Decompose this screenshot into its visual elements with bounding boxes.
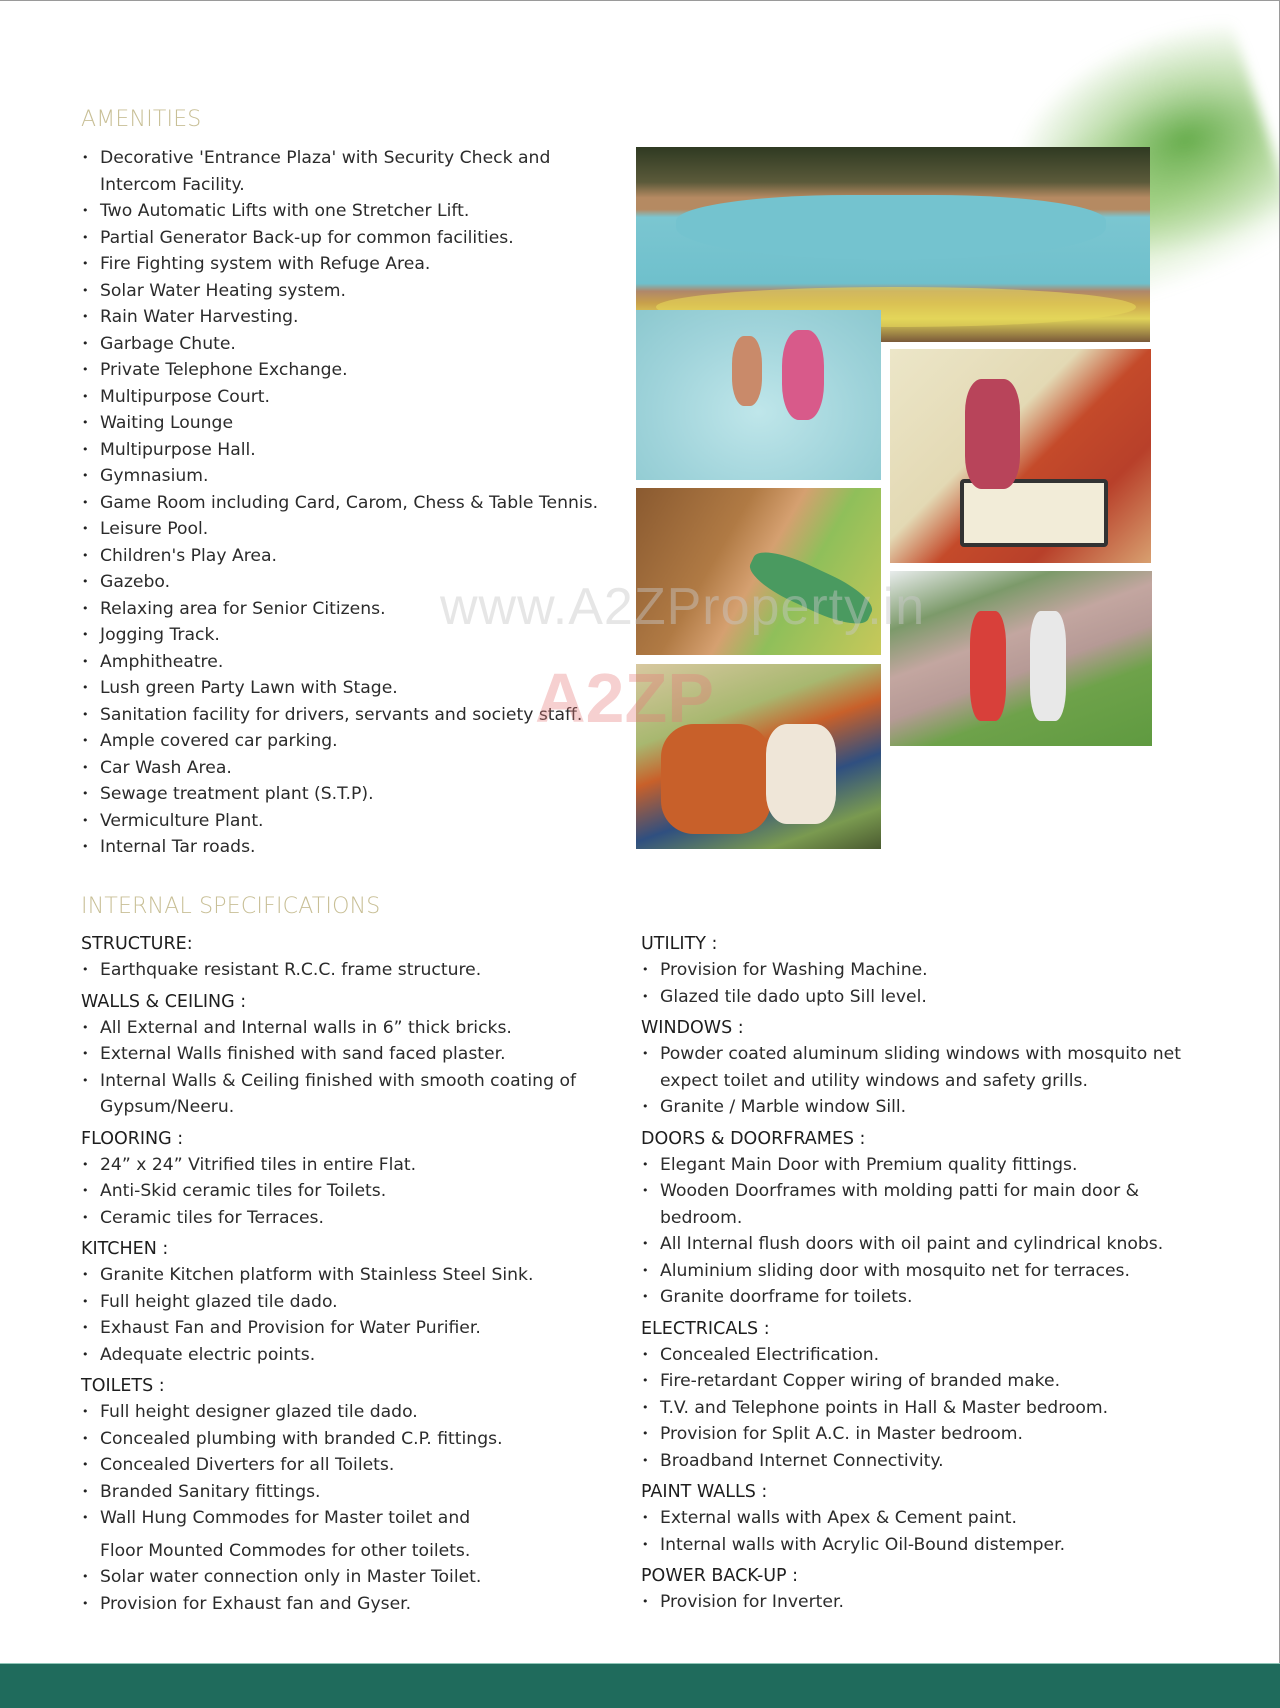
bullet-icon: •	[642, 1347, 649, 1361]
watermark-url: www.A2ZProperty.in	[440, 578, 926, 636]
spec-text: Wooden Doorframes with molding patti for main door &	[660, 1181, 1140, 1201]
bullet-icon: •	[82, 734, 89, 747]
amenity-text: Amphitheatre.	[100, 651, 224, 672]
bullet-icon: •	[82, 1020, 89, 1034]
bullet-icon: •	[642, 1047, 649, 1060]
spec-text: Concealed Electrification.	[660, 1344, 880, 1365]
spec-text: Provision for Washing Machine.	[660, 960, 928, 980]
bullet-icon: •	[82, 813, 89, 827]
amenity-item	[81, 516, 621, 543]
spec-item	[641, 1395, 1201, 1422]
spec-item	[641, 1421, 1201, 1448]
bullet-icon: •	[642, 1263, 649, 1277]
amenity-text: Ample covered car parking.	[100, 731, 338, 751]
amenity-item	[81, 649, 621, 676]
amenity-item	[81, 145, 621, 172]
spec-text: Adequate electric points.	[100, 1344, 316, 1365]
spec-item	[641, 1178, 1201, 1205]
amenity-text: Vermiculture Plant.	[100, 810, 264, 831]
spec-group	[81, 989, 641, 1121]
spec-item	[81, 1205, 641, 1232]
bullet-icon: •	[82, 1431, 89, 1445]
spec-text: Solar water connection only in Master Toilet.	[100, 1567, 482, 1587]
spec-group	[641, 931, 1201, 1010]
specifications-title: INTERNAL SPECIFICATIONS	[81, 894, 381, 919]
spec-item	[81, 1152, 641, 1179]
bullet-icon: •	[642, 989, 649, 1003]
bullet-icon: •	[82, 654, 89, 668]
amenity-item	[81, 225, 621, 252]
spec-item	[81, 1068, 641, 1095]
bullet-icon: •	[642, 1427, 649, 1440]
spec-text: Floor Mounted Commodes for other toilets.	[100, 1540, 471, 1561]
spec-text: Granite Kitchen platform with Stainless Steel Sink.	[100, 1265, 534, 1285]
photo-kids-in-pool	[636, 310, 881, 480]
bullet-icon: •	[82, 1511, 89, 1524]
bullet-icon: •	[82, 469, 89, 482]
spec-text: Concealed plumbing with branded C.P. fittings.	[100, 1428, 503, 1449]
bullet-icon: •	[82, 840, 89, 853]
spec-text: bedroom.	[660, 1207, 743, 1228]
amenity-text: Fire Fighting system with Refuge Area.	[100, 254, 431, 274]
spec-item	[641, 984, 1201, 1011]
spec-item	[641, 1505, 1201, 1532]
spec-item	[641, 1532, 1201, 1559]
spec-item	[81, 1505, 641, 1532]
bullet-icon: •	[82, 1405, 89, 1418]
bullet-icon: •	[82, 336, 89, 350]
bullet-icon: •	[642, 1157, 649, 1171]
spec-list	[641, 1342, 1201, 1475]
amenity-item	[81, 755, 621, 782]
bullet-icon: •	[82, 1294, 89, 1308]
amenity-item	[81, 675, 621, 702]
bullet-icon: •	[82, 389, 89, 403]
bullet-icon: •	[82, 1321, 89, 1334]
spec-item	[81, 1399, 641, 1426]
spec-heading: ELECTRICALS :	[641, 1318, 770, 1339]
spec-item	[81, 1015, 641, 1042]
bullet-icon: •	[82, 257, 89, 270]
spec-text: Fire-retardant Copper wiring of branded make.	[660, 1371, 1061, 1391]
amenity-text: Children's Play Area.	[100, 545, 277, 566]
bullet-icon: •	[82, 575, 89, 588]
bullet-icon: •	[642, 963, 649, 976]
bullet-icon: •	[82, 760, 89, 774]
spec-heading: POWER BACK-UP :	[641, 1566, 799, 1586]
amenity-text: Waiting Lounge	[100, 413, 234, 433]
amenity-text: Leisure Pool.	[100, 519, 209, 539]
spec-text: Concealed Diverters for all Toilets.	[100, 1455, 395, 1475]
spec-item	[81, 1591, 641, 1618]
amenity-item	[81, 808, 621, 835]
bullet-icon: •	[82, 310, 89, 323]
specifications-right-column	[641, 931, 1201, 1621]
spec-heading: PAINT WALLS :	[641, 1482, 768, 1502]
amenity-item	[81, 251, 621, 278]
spec-heading: DOORS & DOORFRAMES :	[641, 1128, 866, 1149]
spec-item	[641, 1342, 1201, 1369]
spec-list	[81, 1152, 641, 1232]
spec-text: Provision for Exhaust fan and Gyser.	[100, 1593, 412, 1614]
spec-heading: KITCHEN :	[81, 1239, 169, 1259]
bullet-icon: •	[82, 442, 89, 456]
bullet-icon: •	[642, 1184, 649, 1197]
spec-group	[641, 1563, 1201, 1616]
amenity-text: Multipurpose Court.	[100, 386, 270, 407]
spec-text: Gypsum/Neeru.	[100, 1097, 235, 1117]
spec-text: Powder coated aluminum sliding windows with mosquito net	[660, 1044, 1181, 1064]
spec-item	[641, 1094, 1201, 1121]
spec-text: Full height designer glazed tile dado.	[100, 1402, 418, 1422]
bullet-icon: •	[82, 151, 89, 164]
spec-item	[641, 1152, 1201, 1179]
spec-list	[81, 1262, 641, 1368]
spec-item	[81, 957, 641, 984]
spec-list	[81, 1015, 641, 1121]
bullet-icon: •	[82, 628, 89, 641]
spec-group	[641, 1126, 1201, 1311]
spec-group	[641, 1015, 1201, 1121]
spec-item	[81, 1094, 641, 1121]
spec-group	[81, 1373, 641, 1617]
spec-list	[81, 1399, 641, 1617]
bullet-icon: •	[642, 1453, 649, 1467]
amenity-item	[81, 410, 621, 437]
spec-heading: WINDOWS :	[641, 1018, 744, 1038]
spec-item	[641, 1258, 1201, 1285]
spec-text: Broadband Internet Connectivity.	[660, 1450, 944, 1471]
spec-heading: TOILETS :	[81, 1376, 165, 1396]
amenity-item	[81, 437, 621, 464]
bullet-icon: •	[82, 522, 89, 535]
amenity-item	[81, 622, 621, 649]
amenity-item	[81, 702, 621, 729]
amenity-text: Car Wash Area.	[100, 757, 232, 778]
photo-senior-citizens	[636, 664, 881, 849]
bullet-icon: •	[82, 1210, 89, 1224]
amenity-text: Lush green Party Lawn with Stage.	[100, 678, 398, 698]
spec-item	[641, 1448, 1201, 1475]
bullet-icon: •	[82, 204, 89, 217]
amenity-text: Multipurpose Hall.	[100, 439, 256, 460]
spec-item	[81, 1178, 641, 1205]
bullet-icon: •	[642, 1237, 649, 1250]
bullet-icon: •	[82, 601, 89, 615]
bullet-icon: •	[82, 1184, 89, 1197]
bullet-icon: •	[82, 363, 89, 376]
bullet-icon: •	[82, 963, 89, 976]
spec-group	[641, 1316, 1201, 1475]
spec-text: Internal walls with Acrylic Oil-Bound distemper.	[660, 1534, 1066, 1555]
bullet-icon: •	[642, 1100, 649, 1113]
amenity-text: Jogging Track.	[100, 625, 220, 645]
spec-text: Full height glazed tile dado.	[100, 1291, 338, 1312]
amenity-text: Two Automatic Lifts with one Stretcher Lift.	[100, 201, 470, 221]
amenity-text: Intercom Facility.	[100, 174, 245, 195]
bullet-icon: •	[82, 283, 89, 297]
spec-item	[641, 1368, 1201, 1395]
spec-item	[641, 1205, 1201, 1232]
spec-item	[81, 1342, 641, 1369]
amenities-title: AMENITIES	[81, 107, 202, 132]
amenity-item	[81, 834, 621, 861]
bullet-icon: •	[82, 495, 89, 509]
bullet-icon: •	[642, 1511, 649, 1524]
spec-group	[81, 931, 641, 984]
spec-text: Aluminium sliding door with mosquito net for terraces.	[660, 1260, 1130, 1281]
spec-text: Glazed tile dado upto Sill level.	[660, 986, 927, 1007]
spec-group	[641, 1479, 1201, 1558]
spec-list	[81, 957, 641, 984]
amenity-text: Partial Generator Back-up for common facilities.	[100, 227, 514, 248]
bullet-icon: •	[82, 416, 89, 429]
amenity-text: Garbage Chute.	[100, 333, 236, 354]
spec-item	[81, 1262, 641, 1289]
spec-text: Internal Walls & Ceiling finished with smooth coating of	[100, 1070, 577, 1091]
amenity-item	[81, 304, 621, 331]
bullet-icon: •	[82, 1157, 89, 1171]
spec-text: All External and Internal walls in 6” thick bricks.	[100, 1017, 512, 1038]
bullet-icon: •	[642, 1400, 649, 1414]
photo-carrom-game	[890, 349, 1151, 563]
bullet-icon: •	[82, 1484, 89, 1498]
spec-text: Provision for Inverter.	[660, 1592, 844, 1612]
amenity-text: Game Room including Card, Carom, Chess & Table Tennis.	[100, 492, 599, 513]
bullet-icon: •	[82, 1347, 89, 1361]
amenities-list	[81, 145, 621, 861]
spec-item	[641, 1284, 1201, 1311]
amenity-item	[81, 596, 621, 623]
spec-item	[81, 1452, 641, 1479]
amenity-item	[81, 463, 621, 490]
photo-jogging-track	[890, 571, 1152, 746]
spec-item	[81, 1426, 641, 1453]
amenity-item	[81, 198, 621, 225]
spec-text: All Internal flush doors with oil paint and cylindrical knobs.	[660, 1234, 1164, 1254]
spec-heading: UTILITY :	[641, 934, 718, 954]
amenity-text: Private Telephone Exchange.	[100, 360, 348, 380]
amenity-text: Internal Tar roads.	[100, 837, 256, 857]
amenity-item	[81, 357, 621, 384]
spec-list	[641, 1589, 1201, 1616]
spec-text: T.V. and Telephone points in Hall & Master bedroom.	[660, 1397, 1109, 1418]
amenity-text: Sanitation facility for drivers, servants and society staff.	[100, 704, 583, 725]
bullet-icon: •	[82, 787, 89, 800]
amenity-text: Rain Water Harvesting.	[100, 307, 299, 327]
spec-list	[641, 957, 1201, 1010]
amenity-item	[81, 331, 621, 358]
bullet-icon: •	[82, 1570, 89, 1583]
bullet-icon: •	[642, 1537, 649, 1551]
footer-band	[0, 1663, 1280, 1708]
spec-item	[81, 1532, 641, 1565]
bullet-icon: •	[82, 1047, 89, 1060]
spec-item	[641, 957, 1201, 984]
bullet-icon: •	[82, 548, 89, 562]
specifications-left-column	[81, 931, 641, 1622]
bullet-icon: •	[82, 1596, 89, 1610]
bullet-icon: •	[82, 1458, 89, 1471]
spec-text: Exhaust Fan and Provision for Water Purifier.	[100, 1318, 481, 1338]
spec-item	[641, 1068, 1201, 1095]
amenity-item	[81, 728, 621, 755]
spec-heading: WALLS & CEILING :	[81, 991, 247, 1012]
bullet-icon: •	[82, 707, 89, 721]
spec-text: expect toilet and utility windows and safety grills.	[660, 1070, 1088, 1091]
bullet-icon: •	[642, 1374, 649, 1387]
spec-list	[641, 1041, 1201, 1121]
spec-text: Branded Sanitary fittings.	[100, 1481, 321, 1502]
amenity-item	[81, 781, 621, 808]
amenity-text: Gymnasium.	[100, 466, 209, 486]
spec-item	[81, 1564, 641, 1591]
spec-group	[81, 1126, 641, 1232]
amenity-text: Solar Water Heating system.	[100, 280, 346, 301]
amenity-text: Sewage treatment plant (S.T.P).	[100, 784, 374, 804]
watermark-logo: A2ZP	[535, 659, 714, 737]
amenity-item	[81, 384, 621, 411]
spec-text: Provision for Split A.C. in Master bedroom.	[660, 1424, 1023, 1444]
spec-text: External Walls finished with sand faced plaster.	[100, 1044, 506, 1064]
spec-item	[81, 1289, 641, 1316]
spec-text: Granite / Marble window Sill.	[660, 1097, 907, 1117]
spec-heading: STRUCTURE:	[81, 934, 193, 954]
spec-item	[81, 1315, 641, 1342]
bullet-icon: •	[82, 681, 89, 694]
spec-heading: FLOORING :	[81, 1128, 184, 1149]
spec-group	[81, 1236, 641, 1368]
amenity-item	[81, 490, 621, 517]
spec-text: Anti-Skid ceramic tiles for Toilets.	[100, 1181, 387, 1201]
spec-item	[641, 1231, 1201, 1258]
spec-text: Elegant Main Door with Premium quality fittings.	[660, 1154, 1078, 1175]
spec-text: Granite doorframe for toilets.	[660, 1287, 913, 1307]
amenity-text: Decorative 'Entrance Plaza' with Security Check and	[100, 148, 551, 168]
spec-text: Ceramic tiles for Terraces.	[100, 1207, 324, 1228]
spec-list	[641, 1505, 1201, 1558]
spec-text: Wall Hung Commodes for Master toilet and	[100, 1508, 471, 1528]
spec-list	[641, 1152, 1201, 1311]
amenity-text: Gazebo.	[100, 572, 171, 592]
spec-item	[641, 1041, 1201, 1068]
spec-text: 24” x 24” Vitrified tiles in entire Flat.	[100, 1154, 417, 1175]
spec-item	[81, 1041, 641, 1068]
bullet-icon: •	[642, 1595, 649, 1608]
bullet-icon: •	[82, 1073, 89, 1087]
spec-item	[81, 1479, 641, 1506]
bullet-icon: •	[82, 230, 89, 244]
spec-item	[641, 1589, 1201, 1616]
amenity-item	[81, 569, 621, 596]
spec-text: Earthquake resistant R.C.C. frame structure.	[100, 960, 482, 980]
bullet-icon: •	[82, 1268, 89, 1281]
amenity-item	[81, 278, 621, 305]
bullet-icon: •	[642, 1290, 649, 1303]
photo-play-area	[636, 488, 881, 655]
spec-text: External walls with Apex & Cement paint.	[660, 1508, 1018, 1528]
amenity-item	[81, 172, 621, 199]
amenity-item	[81, 543, 621, 570]
amenity-text: Relaxing area for Senior Citizens.	[100, 598, 386, 619]
